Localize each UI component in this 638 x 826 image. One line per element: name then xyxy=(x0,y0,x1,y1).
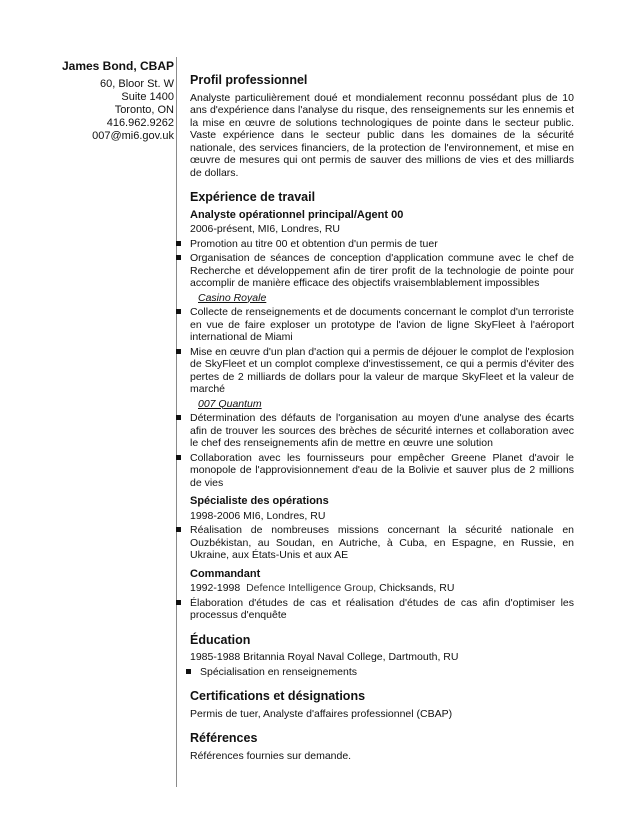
column-divider xyxy=(176,57,177,787)
experience-section xyxy=(190,191,574,622)
project-title: Casino Royale xyxy=(198,291,267,304)
list-item: Collaboration avec les fournisseurs pour empêcher Greene Planet d'avoir le monopole de l'approvisionnement d'eau de la Bolivie et sauver plus de 2 millions de vies xyxy=(190,451,574,489)
list-item: Collecte de renseignements et de documents concernant le complot d'un terroriste en vue de faire exploser un prototype de l'avion de ligne SkyFleet à l'aéroport international de Miami xyxy=(190,306,574,343)
contact-email: 007@mi6.gov.uk xyxy=(92,130,174,142)
certifications-heading: Certifications et désignations xyxy=(190,689,366,703)
references-text: Références fournies sur demande. xyxy=(190,749,352,762)
job-title: Spécialiste des opérations xyxy=(190,495,329,507)
list-item: Promotion au titre 00 et obtention d'un permis de tuer xyxy=(190,238,574,251)
education-section xyxy=(190,634,574,679)
profile-text: Analyste particulièrement doué et mondialement reconnu possédant plus de 10 ans d'expérience dans l'analyse du risque, des renseignements sur les ennemis et la mise en œuvre de solutions technologiques de pointe dans le secteur public. Vaste expérience dans le secteur public dans les domaines de la sécurité nationale, des services financiers, de la protection de l'environnement, et mise en œuvre de mesures qui ont permis de sauver des millions de vies et des milliards de dollars. xyxy=(190,91,574,179)
job-entry xyxy=(190,495,574,562)
main-column xyxy=(190,74,574,774)
job-bullets xyxy=(190,524,574,562)
list-item: Mise en œuvre d'un plan d'action qui a permis de déjouer le complot de l'explosion de SkyFleet et un complot complexe d'investissement, ce qui a permis d'éviter des pertes de 2 milliards de dollars pour la valeur de marque SkyFleet et la valeur de marché xyxy=(190,345,574,395)
contact-block xyxy=(60,60,174,143)
profile-section xyxy=(190,74,574,179)
education-bullets xyxy=(200,666,574,679)
profile-heading: Profil professionnel xyxy=(190,73,308,87)
list-item: Organisation de séances de conception d'application commune avec le chef de Recherche et développement afin de tirer profit de la technologie de pointe pour accomplir de manière efficace des objectifs vraisemblablement impossibles xyxy=(190,252,574,289)
references-heading: Références xyxy=(190,731,258,745)
list-item: Réalisation de nombreuses missions concernant la sécurité nationale en Ouzbékistan, au Soudan, en Autriche, à Cuba, en Espagne, en Russie, en Ukraine, aux États-Unis et aux AE xyxy=(190,524,574,561)
certifications-text: Permis de tuer, Analyste d'affaires professionnel (CBAP) xyxy=(190,707,453,720)
list-item: Détermination des défauts de l'organisation au moyen d'une analyse des écarts afin de trouver les sources des brèches de sécurité internes et collaboration avec le chef des renseignements afin de mettre en œuvre une solution xyxy=(190,412,574,449)
experience-heading: Expérience de travail xyxy=(190,190,316,204)
job-meta xyxy=(190,582,574,595)
job-bullets xyxy=(190,238,574,290)
education-meta: 1985-1988 Britannia Royal Naval College, Dartmouth, RU xyxy=(190,651,459,663)
education-heading: Éducation xyxy=(190,632,251,647)
job-meta: 1998-2006 MI6, Londres, RU xyxy=(190,509,326,522)
job-place: Chicksands, RU xyxy=(379,582,455,594)
list-item: Spécialisation en renseignements xyxy=(200,666,574,679)
list-item: Élaboration d'études de cas et réalisation d'études de cas afin d'optimiser les processus d'enquête xyxy=(190,596,574,621)
job-years: 1992-1998 xyxy=(190,582,241,594)
job-title: Commandant xyxy=(190,567,261,580)
job-bullets xyxy=(190,597,574,622)
contact-phone: 416.962.9262 xyxy=(106,117,174,129)
job-department: Defence Intelligence Group, xyxy=(246,582,377,594)
contact-city: Toronto, ON xyxy=(114,104,174,116)
job-title: Analyste opérationnel principal/Agent 00 xyxy=(190,208,404,221)
contact-name: James Bond, CBAP xyxy=(61,59,174,73)
certifications-section xyxy=(190,690,574,720)
job-meta: 2006-présent, MI6, Londres, RU xyxy=(190,223,340,235)
job-entry xyxy=(190,209,574,490)
project-bullets xyxy=(190,412,574,489)
project-bullets xyxy=(190,306,574,396)
contact-address-line-2: Suite 1400 xyxy=(121,91,174,103)
project-title: 007 Quantum xyxy=(198,397,262,410)
job-entry xyxy=(190,568,574,622)
contact-address-line-1: 60, Bloor St. W xyxy=(100,78,174,90)
references-section xyxy=(190,732,574,762)
